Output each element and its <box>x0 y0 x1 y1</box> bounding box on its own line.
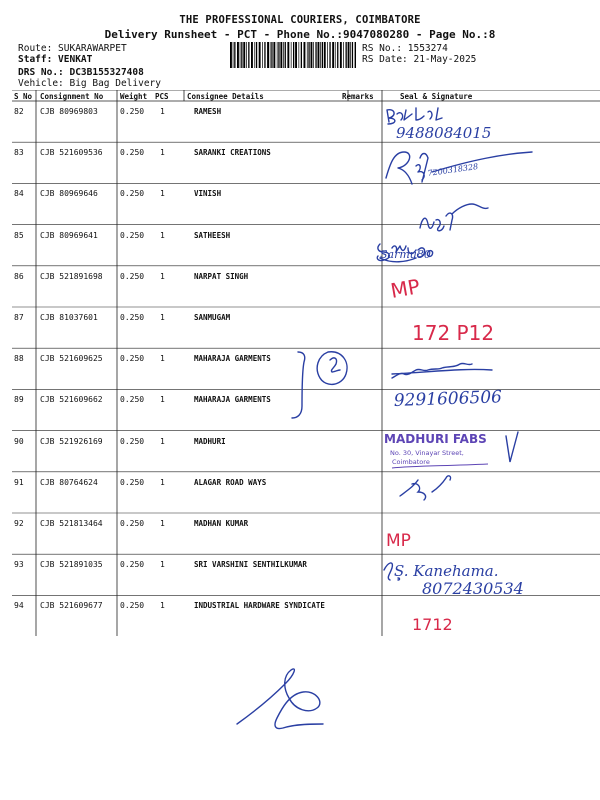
row-sno: 89 <box>14 395 24 405</box>
row-weight: 0.250 <box>120 107 145 116</box>
row-consignee: MADHURI <box>194 436 226 446</box>
row-consignment-no: CJB 80969641 <box>40 230 98 240</box>
row87-sign-handwriting: 172 P12 <box>412 321 495 345</box>
row83-phone-handwriting: 7200318328 <box>427 161 479 178</box>
row-weight: 0.250 <box>120 560 145 570</box>
row-sno: 90 <box>14 436 24 446</box>
row-weight: 0.250 <box>120 354 145 364</box>
row-consignee: RAMESH <box>194 107 222 116</box>
row93-name-handwriting: S. Kanehama. <box>394 562 499 580</box>
row-weight: 0.250 <box>120 230 145 240</box>
row-consignment-no: CJB 521609677 <box>40 601 103 611</box>
row-consignment-no: CJB 521891698 <box>40 271 103 281</box>
row-pcs: 1 <box>160 477 165 487</box>
row-pcs: 1 <box>160 313 165 322</box>
stamp-line-1: No. 30, Vinayar Street, <box>390 449 464 457</box>
col-header-consignee: Consignee Details <box>187 92 264 101</box>
row-consignee: SRI VARSHINI SENTHILKUMAR <box>194 560 307 570</box>
row82-phone-handwriting: 9488084015 <box>396 124 492 142</box>
row-pcs: 1 <box>160 271 165 281</box>
vehicle-text: Vehicle: Big Bag Delivery <box>18 78 161 89</box>
row-pcs: 1 <box>160 107 165 116</box>
row-consignment-no: CJB 521609536 <box>40 148 103 158</box>
row-pcs: 1 <box>160 560 165 570</box>
row-weight: 0.250 <box>120 477 145 487</box>
row92-initials-handwriting: MP <box>386 531 411 551</box>
row-sno: 94 <box>14 601 24 611</box>
row-consignee: VINISH <box>194 189 222 199</box>
row-weight: 0.250 <box>120 601 145 611</box>
rs-date-text: RS Date: 21-May-2025 <box>362 54 477 65</box>
row-weight: 0.250 <box>120 436 145 446</box>
row-weight: 0.250 <box>120 313 145 322</box>
row-sno: 93 <box>14 560 24 570</box>
row-pcs: 1 <box>160 354 165 364</box>
row-consignment-no: CJB 521926169 <box>40 436 103 446</box>
rs-no-text: RS No.: 1553274 <box>362 43 448 54</box>
row-consignee: MADHAN KUMAR <box>194 519 249 528</box>
row-sno: 87 <box>14 313 24 322</box>
row-consignment-no: CJB 80764624 <box>40 477 98 487</box>
row-pcs: 1 <box>160 148 165 158</box>
barcode <box>230 42 356 68</box>
stamp-name: MADHURI FABS <box>384 432 487 446</box>
row-sno: 91 <box>14 477 24 487</box>
page-subtitle: Delivery Runsheet - PCT - Phone No.:9047080280 - Page No.:8 <box>104 28 496 41</box>
row-consignee: MAHARAJA GARMENTS <box>194 354 271 364</box>
col-header-consignment: Consignment No <box>40 92 104 101</box>
page-title: THE PROFESSIONAL COURIERS, COIMBATORE <box>179 14 421 26</box>
row-consignee: INDUSTRIAL HARDWARE SYNDICATE <box>194 601 325 611</box>
row-weight: 0.250 <box>120 148 145 158</box>
row-sno: 86 <box>14 271 24 281</box>
row85-sign-handwriting: Sarmu80 <box>380 248 431 261</box>
row-consignment-no: CJB 80969803 <box>40 107 98 116</box>
staff-text: Staff: VENKAT <box>18 54 93 65</box>
row-consignee: ALAGAR ROAD WAYS <box>194 477 267 487</box>
row-pcs: 1 <box>160 601 165 611</box>
row-sno: 84 <box>14 189 24 199</box>
row-weight: 0.250 <box>120 189 145 199</box>
row-pcs: 1 <box>160 230 165 240</box>
row-consignment-no: CJB 521813464 <box>40 519 103 528</box>
row-sno: 85 <box>14 230 24 240</box>
row-consignment-no: CJB 81037601 <box>40 313 98 322</box>
stamp-line-2: Coimbatore <box>392 458 430 466</box>
row89-phone-handwriting: 9291606506 <box>393 387 503 411</box>
row-sno: 83 <box>14 148 24 158</box>
row-pcs: 1 <box>160 436 165 446</box>
row-weight: 0.250 <box>120 395 145 405</box>
col-header-sno: S No <box>14 92 33 101</box>
row-consignment-no: CJB 521609662 <box>40 395 103 405</box>
row-pcs: 1 <box>160 395 165 405</box>
route-text: Route: SUKARAWARPET <box>18 43 127 54</box>
row94-sign-handwriting: 1712 <box>412 615 453 634</box>
row-consignment-no: CJB 80969646 <box>40 189 98 199</box>
row-consignment-no: CJB 521891035 <box>40 560 103 570</box>
row-pcs: 1 <box>160 519 165 528</box>
col-header-weight: Weight <box>120 92 148 101</box>
row-weight: 0.250 <box>120 519 145 528</box>
row-consignee: SARANKI CREATIONS <box>194 148 271 158</box>
row86-initials-handwriting: MP <box>388 274 422 303</box>
col-header-seal: Seal & Signature <box>400 92 473 101</box>
row-sno: 88 <box>14 354 24 364</box>
row-pcs: 1 <box>160 189 165 199</box>
row-consignee: SANMUGAM <box>194 313 231 322</box>
row-consignment-no: CJB 521609625 <box>40 354 103 364</box>
drs-text: DRS No.: DC3B155327408 <box>18 67 144 78</box>
row-sno: 82 <box>14 107 24 116</box>
row-consignee: NARPAT SINGH <box>194 271 249 281</box>
col-header-pcs: PCS <box>155 92 169 101</box>
row-weight: 0.250 <box>120 271 145 281</box>
row-sno: 92 <box>14 519 24 528</box>
col-header-remarks: Remarks <box>342 92 374 101</box>
row-consignee: MAHARAJA GARMENTS <box>194 395 271 405</box>
row-consignee: SATHEESH <box>194 230 231 240</box>
row93-phone-handwriting: 8072430534 <box>422 579 524 598</box>
